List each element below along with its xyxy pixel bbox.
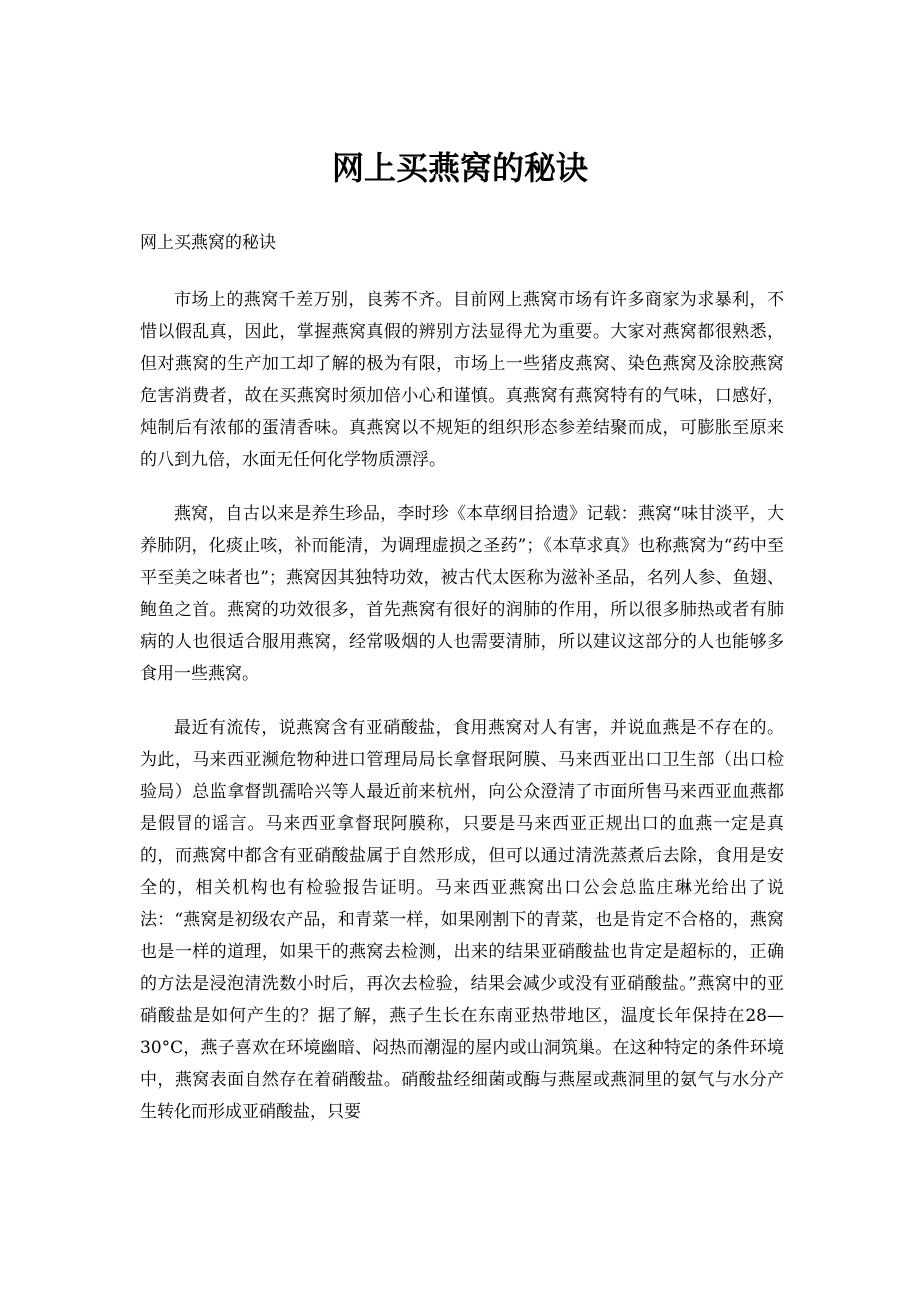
paragraph: 市场上的燕窝千差万别，良莠不齐。目前网上燕窝市场有许多商家为求暴利，不惜以假乱真，因此，掌握燕窝真假的辨别方法显得尤为重要。大家对燕窝都很熟悉，但对燕窝的生产加工却了解的极为有限，市场上一些猪皮燕窝、染色燕窝及涂胶燕窝危害消费者，故在买燕窝时须加倍小心和谨慎。真燕窝有燕窝特有的气味，口感好，炖制后有浓郁的蛋清香味。真燕窝以不规矩的组织形态参差结聚而成，可膨胀至原来的八到九倍，水面无任何化学物质漂浮。 bbox=[140, 290, 784, 470]
document-subtitle: 网上买燕窝的秘诀 bbox=[140, 233, 276, 253]
paragraph: 最近有流传，说燕窝含有亚硝酸盐，食用燕窝对人有害，并说血燕是不存在的。为此，马来西亚濒危物种进口管理局局长拿督珉阿膜、马来西亚出口卫生部（出口检验局）总监拿督凯孺哈兴等人最近前来杭州，向公众澄清了市面所售马来西亚血燕都是假冒的谣言。马来西亚拿督珉阿膜称，只要是马来西亚正规出口的血燕一定是真的，而燕窝中都含有亚硝酸盐属于自然形成，但可以通过清洗蒸煮后去除，食用是安全的，相关机构也有检验报告证明。马来西亚燕窝出口公会总监庄琳光给出了说法：“燕窝是初级农产品，和青菜一样，如果刚割下的青菜，也是肯定不合格的，燕窝也是一样的道理，如果干的燕窝去检测，出来的结果亚硝酸盐也肯定是超标的，正确的方法是浸泡清洗数小时后，再次去检验，结果会减少或没有亚硝酸盐。”燕窝中的亚硝酸盐是如何产生的？据了解，燕子生长在东南亚热带地区，温度长年保持在28—30°C，燕子喜欢在环境幽暗、闷热而潮湿的屋内或山洞筑巢。在这种特定的条件环境中，燕窝表面自然存在着硝酸盐。硝酸盐经细菌或酶与燕屋或燕洞里的氨气与水分产生转化而形成亚硝酸盐，只要 bbox=[140, 718, 784, 1122]
paragraph: 燕窝，自古以来是养生珍品，李时珍《本草纲目拾遗》记载：燕窝“味甘淡平，大养肺阴，化痰止咳，补而能清，为调理虚损之圣药”；《本草求真》也称燕窝为“药中至平至美之味者也”；燕窝因其独特功效，被古代太医称为滋补圣品，名列人参、鱼翅、鲍鱼之首。燕窝的功效很多，首先燕窝有很好的润肺的作用，所以很多肺热或者有肺病的人也很适合服用燕窝，经常吸烟的人也需要清肺，所以建议这部分的人也能够多食用一些燕窝。 bbox=[140, 504, 784, 684]
document-title: 网上买燕窝的秘诀 bbox=[331, 149, 588, 187]
document-body bbox=[140, 284, 784, 1150]
